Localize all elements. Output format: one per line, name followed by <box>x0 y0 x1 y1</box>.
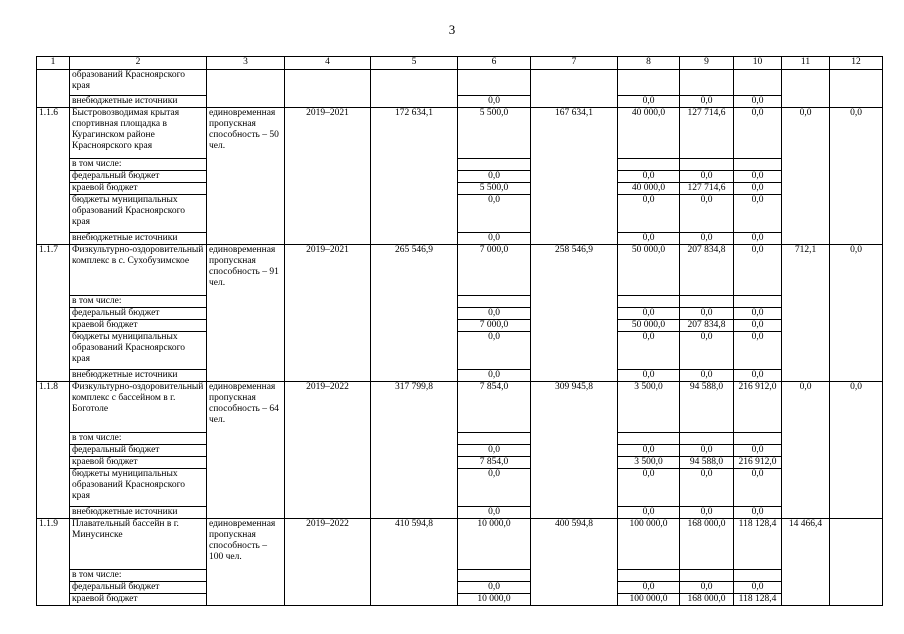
col-num: 11 <box>782 57 830 70</box>
amount-col6 <box>458 433 531 445</box>
col-num: 2 <box>70 57 207 70</box>
source-label: внебюджетные источники <box>70 370 207 382</box>
amount-col9: 0,0 <box>680 469 734 507</box>
amount-col12 <box>830 519 883 606</box>
empty-cell <box>830 70 883 108</box>
amount-col8: 100 000,0 <box>618 519 680 570</box>
amount-col9: 207 834,8 <box>680 245 734 296</box>
amount-col8 <box>618 296 680 308</box>
item-capacity: единовременная пропускная способность – 64 чел. <box>207 382 285 519</box>
item-name: Физкультурно-оздоровительный комплекс в с. Сухобузимское <box>70 245 207 296</box>
amount-col6: 7 854,0 <box>458 457 531 469</box>
source-label: федеральный бюджет <box>70 582 207 594</box>
table-row <box>37 308 883 320</box>
amount-col9: 94 588,0 <box>680 382 734 433</box>
amount-col10: 0,0 <box>734 469 782 507</box>
amount-col9: 0,0 <box>680 332 734 370</box>
empty-cell <box>618 70 680 96</box>
amount-col11: 0,0 <box>782 382 830 519</box>
amount-col8: 40 000,0 <box>618 108 680 159</box>
col-num: 4 <box>285 57 371 70</box>
amount-col6: 0,0 <box>458 507 531 519</box>
item-total-cost: 172 634,1 <box>371 108 458 245</box>
amount-col11: 14 466,4 <box>782 519 830 606</box>
source-label: внебюджетные источники <box>70 96 207 108</box>
amount-col10: 118 128,4 <box>734 594 782 606</box>
col-num: 12 <box>830 57 883 70</box>
source-label: внебюджетные источники <box>70 507 207 519</box>
amount-col6 <box>458 570 531 582</box>
amount-col10: 0,0 <box>734 445 782 457</box>
item-capacity: единовременная пропускная способность – 91 чел. <box>207 245 285 382</box>
amount-col8 <box>618 433 680 445</box>
continued-name: образований Красноярского края <box>70 70 207 96</box>
source-label: бюджеты муниципальных образований Красноярского края <box>70 332 207 370</box>
table-row <box>37 245 883 296</box>
table-row <box>37 582 883 594</box>
table-row <box>37 594 883 606</box>
amount-col10: 0,0 <box>734 171 782 183</box>
amount-col10: 118 128,4 <box>734 519 782 570</box>
source-label: краевой бюджет <box>70 457 207 469</box>
col-num: 7 <box>531 57 618 70</box>
amount-col9: 168 000,0 <box>680 594 734 606</box>
amount-col9: 0,0 <box>680 96 734 108</box>
amount-col10: 0,0 <box>734 582 782 594</box>
amount-col6: 0,0 <box>458 332 531 370</box>
amount-col9 <box>680 433 734 445</box>
table-row <box>37 159 883 171</box>
amount-col10: 0,0 <box>734 332 782 370</box>
amount-col12: 0,0 <box>830 108 883 245</box>
col-num: 3 <box>207 57 285 70</box>
incl-label: в том числе: <box>70 433 207 445</box>
amount-col6: 0,0 <box>458 308 531 320</box>
amount-col6: 0,0 <box>458 233 531 245</box>
empty-cell <box>782 70 830 108</box>
table-row <box>37 382 883 433</box>
amount-col10: 216 912,0 <box>734 382 782 433</box>
amount-col8: 0,0 <box>618 233 680 245</box>
amount-col10 <box>734 433 782 445</box>
empty-cell <box>531 70 618 108</box>
amount-col8: 0,0 <box>618 332 680 370</box>
empty-cell <box>371 70 458 108</box>
amount-col6: 0,0 <box>458 582 531 594</box>
table-row <box>37 469 883 507</box>
col-num: 10 <box>734 57 782 70</box>
item-number: 1.1.8 <box>37 382 70 519</box>
source-label: внебюджетные источники <box>70 233 207 245</box>
item-period: 2019–2021 <box>285 108 371 245</box>
col-num: 6 <box>458 57 531 70</box>
amount-col6 <box>458 296 531 308</box>
amount-col6: 5 500,0 <box>458 183 531 195</box>
amount-col10: 0,0 <box>734 245 782 296</box>
amount-col6: 7 000,0 <box>458 320 531 332</box>
col-num: 8 <box>618 57 680 70</box>
amount-col9: 0,0 <box>680 445 734 457</box>
amount-col10: 0,0 <box>734 320 782 332</box>
amount-col7: 167 634,1 <box>531 108 618 245</box>
num-cell <box>37 70 70 108</box>
amount-col6: 7 000,0 <box>458 245 531 296</box>
amount-col8: 0,0 <box>618 507 680 519</box>
amount-col9 <box>680 159 734 171</box>
amount-col9 <box>680 570 734 582</box>
amount-col8 <box>618 159 680 171</box>
col-num: 9 <box>680 57 734 70</box>
table-row <box>37 171 883 183</box>
table-row <box>37 296 883 308</box>
amount-col8: 0,0 <box>618 308 680 320</box>
item-period: 2019–2022 <box>285 382 371 519</box>
table-row <box>37 570 883 582</box>
amount-col8: 50 000,0 <box>618 320 680 332</box>
amount-col8: 0,0 <box>618 469 680 507</box>
amount-col9: 207 834,8 <box>680 320 734 332</box>
item-total-cost: 265 546,9 <box>371 245 458 382</box>
amount-col8 <box>618 570 680 582</box>
table-row <box>37 233 883 245</box>
amount-col9: 0,0 <box>680 195 734 233</box>
table-row <box>37 70 883 96</box>
amount-col8: 0,0 <box>618 171 680 183</box>
table-body <box>37 70 883 606</box>
source-label: федеральный бюджет <box>70 171 207 183</box>
empty-cell <box>734 70 782 96</box>
page-number: 3 <box>448 22 456 37</box>
amount-col6: 10 000,0 <box>458 594 531 606</box>
amount-col6 <box>458 159 531 171</box>
amount-col9: 0,0 <box>680 582 734 594</box>
table-row <box>37 195 883 233</box>
amount-col9: 127 714,6 <box>680 108 734 159</box>
amount-col11: 712,1 <box>782 245 830 382</box>
amount-col8: 0,0 <box>618 582 680 594</box>
item-number: 1.1.9 <box>37 519 70 606</box>
amount-col6: 10 000,0 <box>458 519 531 570</box>
source-label: бюджеты муниципальных образований Красноярского края <box>70 195 207 233</box>
empty-cell <box>680 70 734 96</box>
amount-col10: 0,0 <box>734 308 782 320</box>
source-label: краевой бюджет <box>70 320 207 332</box>
amount-col10: 216 912,0 <box>734 457 782 469</box>
amount-col8: 0,0 <box>618 96 680 108</box>
incl-label: в том числе: <box>70 296 207 308</box>
amount-col9: 168 000,0 <box>680 519 734 570</box>
col-num: 5 <box>371 57 458 70</box>
amount-col8: 100 000,0 <box>618 594 680 606</box>
empty-cell <box>285 70 371 108</box>
amount-col10: 0,0 <box>734 195 782 233</box>
table-row <box>37 96 883 108</box>
amount-col10 <box>734 159 782 171</box>
incl-label: в том числе: <box>70 159 207 171</box>
source-label: краевой бюджет <box>70 594 207 606</box>
source-label: федеральный бюджет <box>70 445 207 457</box>
amount-col12: 0,0 <box>830 382 883 519</box>
amount-col9: 0,0 <box>680 507 734 519</box>
amount-col9: 127 714,6 <box>680 183 734 195</box>
table-row <box>37 332 883 370</box>
amount-col8: 0,0 <box>618 195 680 233</box>
table-row <box>37 108 883 159</box>
amount-col7: 258 546,9 <box>531 245 618 382</box>
item-period: 2019–2021 <box>285 245 371 382</box>
amount-col8: 40 000,0 <box>618 183 680 195</box>
amount-col9: 0,0 <box>680 370 734 382</box>
item-name: Физкультурно-оздоровительный комплекс с бассейном в г. Боготоле <box>70 382 207 433</box>
item-number: 1.1.7 <box>37 245 70 382</box>
amount-col8: 3 500,0 <box>618 382 680 433</box>
table-row <box>37 445 883 457</box>
amount-col10: 0,0 <box>734 183 782 195</box>
amount-col8: 0,0 <box>618 445 680 457</box>
amount-col10: 0,0 <box>734 507 782 519</box>
source-label: краевой бюджет <box>70 183 207 195</box>
item-total-cost: 317 799,8 <box>371 382 458 519</box>
amount-col11: 0,0 <box>782 108 830 245</box>
amount-col6: 0,0 <box>458 171 531 183</box>
amount-col8: 3 500,0 <box>618 457 680 469</box>
amount-col6: 7 854,0 <box>458 382 531 433</box>
column-number-row <box>37 57 883 70</box>
amount-col10: 0,0 <box>734 108 782 159</box>
empty-cell <box>458 70 531 96</box>
financing-table <box>36 56 883 606</box>
amount-col10 <box>734 296 782 308</box>
item-capacity: единовременная пропускная способность – 100 чел. <box>207 519 285 606</box>
item-name: Быстровозводимая крытая спортивная площадка в Курагинском районе Красноярского края <box>70 108 207 159</box>
amount-col12: 0,0 <box>830 245 883 382</box>
amount-col8: 0,0 <box>618 370 680 382</box>
item-name: Плавательный бассейн в г. Минусинске <box>70 519 207 570</box>
source-label: бюджеты муниципальных образований Красноярского края <box>70 469 207 507</box>
item-period: 2019–2022 <box>285 519 371 606</box>
amount-col10: 0,0 <box>734 233 782 245</box>
table-row <box>37 519 883 570</box>
amount-col9: 0,0 <box>680 171 734 183</box>
amount-col6: 0,0 <box>458 445 531 457</box>
amount-col6: 5 500,0 <box>458 108 531 159</box>
item-number: 1.1.6 <box>37 108 70 245</box>
amount-col10: 0,0 <box>734 96 782 108</box>
table-row <box>37 370 883 382</box>
amount-col9 <box>680 296 734 308</box>
col-num: 1 <box>37 57 70 70</box>
amount-col10: 0,0 <box>734 370 782 382</box>
amount-col9: 94 588,0 <box>680 457 734 469</box>
amount-col6: 0,0 <box>458 195 531 233</box>
amount-col7: 400 594,8 <box>531 519 618 606</box>
table-row <box>37 433 883 445</box>
amount-col7: 309 945,8 <box>531 382 618 519</box>
item-total-cost: 410 594,8 <box>371 519 458 606</box>
table-row <box>37 457 883 469</box>
source-label: федеральный бюджет <box>70 308 207 320</box>
empty-cell <box>207 70 285 108</box>
amount-col6: 0,0 <box>458 370 531 382</box>
table-row <box>37 183 883 195</box>
amount-col9: 0,0 <box>680 308 734 320</box>
incl-label: в том числе: <box>70 570 207 582</box>
amount-col8: 50 000,0 <box>618 245 680 296</box>
amount-col6: 0,0 <box>458 96 531 108</box>
amount-col9: 0,0 <box>680 233 734 245</box>
table-row <box>37 507 883 519</box>
amount-col10 <box>734 570 782 582</box>
table-row <box>37 320 883 332</box>
amount-col6: 0,0 <box>458 469 531 507</box>
item-capacity: единовременная пропускная способность – 50 чел. <box>207 108 285 245</box>
